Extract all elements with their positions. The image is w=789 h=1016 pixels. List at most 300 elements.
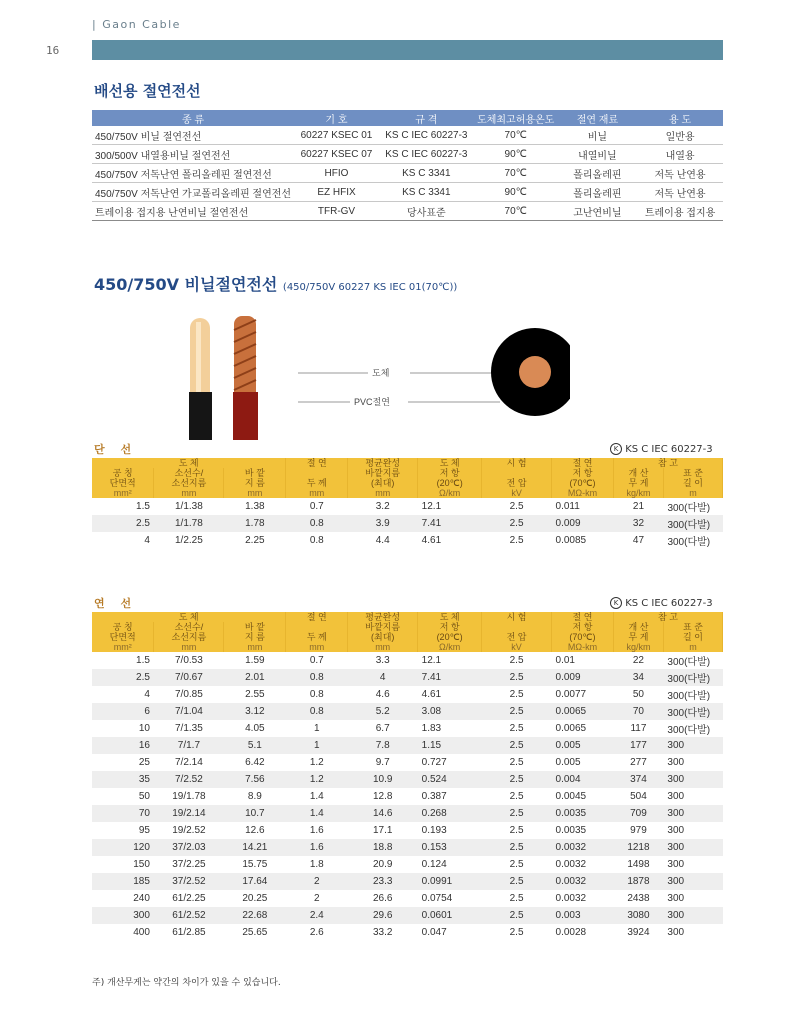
wire-types-cell: 450/750V 저독난연 가교폴리올레핀 절연전선: [92, 183, 294, 202]
spec-cell: 2.5: [482, 771, 552, 788]
spec-cell: 300: [667, 791, 685, 802]
spec-header-group-row: [92, 458, 723, 468]
spec-unit-cell: kg/km: [613, 488, 663, 498]
spec-cell: 0.124: [421, 859, 447, 870]
spec-row: [92, 515, 723, 532]
spec-cell: 300: [667, 893, 685, 904]
wire-types-row: [92, 126, 723, 145]
spec-header-cell: 소선지름: [154, 478, 224, 488]
spec-unit-cell: m: [663, 488, 722, 498]
spec-cell: 15.75: [242, 859, 268, 870]
spec-cell: 0.8: [286, 515, 348, 532]
spec-group-header: 절 연: [286, 612, 348, 622]
spec-cell: 20.9: [372, 859, 393, 870]
spec-cell: 17.1: [372, 825, 393, 836]
spec-cell: 300(다발): [667, 691, 711, 702]
spec-header-row: [92, 478, 723, 488]
spec-header-cell: 소선지름: [154, 632, 224, 642]
spec-header-cell: 저 항: [418, 622, 482, 632]
spec-cell: 0.011: [555, 501, 580, 512]
spec-group-header: 참 고: [613, 458, 722, 468]
spec-header-cell: (20℃): [418, 478, 482, 488]
spec-cell: 300(다발): [663, 669, 722, 686]
spec-group-header: 절 연: [552, 458, 614, 468]
spec-group-header: 절 연: [286, 458, 348, 468]
spec-header-cell: 두 께: [286, 632, 348, 642]
spec-cell: 2.5: [509, 757, 524, 768]
spec-cell: 1.2: [286, 771, 348, 788]
spec-cell: 4: [348, 669, 418, 686]
spec-row: [92, 703, 723, 720]
spec-cell: 61/2.25: [172, 893, 206, 904]
spec-unit-cell: mm: [224, 642, 286, 652]
spec-cell: 7/1.04: [154, 703, 224, 720]
spec-unit-cell: MΩ-km: [552, 488, 614, 498]
spec-cell: 709: [613, 805, 663, 822]
spec-header-cell: 표 준: [663, 468, 722, 478]
spec-unit-cell: Ω/km: [418, 642, 482, 652]
spec-cell: 6.42: [245, 757, 265, 768]
spec-cell: 17.64: [224, 873, 286, 890]
spec-cell: 0.0065: [555, 723, 587, 734]
spec-cell: 0.0065: [552, 703, 614, 720]
wire-types-cell: HFIO: [294, 164, 379, 183]
spec-cell: 1.4: [286, 805, 348, 822]
spec-header-cell: 저 항: [552, 622, 614, 632]
spec-cell: 37/2.03: [154, 839, 224, 856]
spec-header-cell: 단면적: [92, 632, 154, 642]
wire-types-column-header: 규 격: [379, 110, 474, 126]
stranded-section-label: 연 선: [94, 597, 138, 610]
spec-unit-row: [92, 488, 723, 498]
spec-row: [92, 805, 723, 822]
spec-cell: 22.68: [224, 907, 286, 924]
wire-types-cell: 300/500V 내열용비닐 절연전선: [92, 145, 294, 164]
spec-cell: 2.5: [482, 805, 552, 822]
spec-unit-cell: mm: [348, 642, 418, 652]
spec-cell: 300(다발): [667, 537, 711, 548]
spec-cell: 1.15: [418, 737, 482, 754]
spec-cell: 12.6: [245, 825, 265, 836]
wire-types-column-header: 종 류: [92, 110, 294, 126]
spec-cell: 4.61: [421, 689, 442, 700]
spec-header-cell: 개 산: [613, 468, 663, 478]
spec-unit-cell: mm²: [92, 642, 154, 652]
spec-row: [92, 686, 723, 703]
spec-cell: 2.5: [509, 501, 524, 512]
spec-cell: 1: [313, 723, 320, 734]
spec-header-cell: [286, 622, 348, 632]
spec-cell: 1218: [613, 839, 663, 856]
spec-group-header: 평균완성: [348, 458, 418, 468]
spec-cell: 0.0032: [555, 859, 587, 870]
spec-unit-cell: mm: [286, 488, 348, 498]
spec-cell: 12.1: [421, 501, 442, 512]
spec-cell: 22: [632, 655, 644, 666]
spec-cell: 4.05: [245, 723, 265, 734]
spec-cell: 300(다발): [663, 515, 722, 532]
spec-row: [92, 839, 723, 856]
spec-cell: 2.5: [509, 655, 524, 666]
spec-cell: 4: [144, 689, 150, 700]
spec-cell: 1/1.38: [175, 501, 203, 512]
spec-header-cell: 전 압: [482, 478, 552, 488]
ks-mark-icon: K: [610, 597, 622, 609]
spec-row: [92, 754, 723, 771]
conductor-label: 도체: [372, 368, 390, 378]
spec-header-cell: (최대): [348, 632, 418, 642]
spec-cell: 300(다발): [667, 657, 711, 668]
pvc-subtitle: (450/750V 60227 KS IEC 01(70℃)): [282, 282, 458, 293]
spec-cell: 7.8: [348, 737, 418, 754]
spec-cell: 4: [144, 535, 150, 546]
spec-row: [92, 788, 723, 805]
spec-unit-cell: mm²: [92, 488, 154, 498]
spec-cell: 0.0077: [555, 689, 587, 700]
spec-row: [92, 737, 723, 754]
spec-cell: 0.0085: [555, 535, 587, 546]
spec-cell: 7.41: [418, 669, 482, 686]
spec-cell: 2.01: [224, 669, 286, 686]
spec-header-cell: 길 이: [663, 632, 722, 642]
spec-header-cell: 소선수/: [154, 468, 224, 478]
spec-cell: 0.004: [552, 771, 614, 788]
spec-cell: 18.8: [348, 839, 418, 856]
spec-cell: 25: [138, 757, 150, 768]
spec-cell: 1.8: [309, 859, 324, 870]
spec-unit-cell: mm: [224, 488, 286, 498]
spec-cell: 34: [613, 669, 663, 686]
spec-row: [92, 720, 723, 737]
spec-cell: 400: [133, 927, 150, 938]
wire-types-cell: EZ HFIX: [294, 183, 379, 202]
spec-unit-cell: kg/km: [613, 642, 663, 652]
spec-cell: 2.6: [309, 927, 324, 938]
spec-cell: 0.0991: [418, 873, 482, 890]
spec-header-cell: 저 항: [418, 468, 482, 478]
spec-header-cell: 길 이: [663, 478, 722, 488]
spec-group-header: 참 고: [613, 612, 722, 622]
spec-cell: 2.5: [509, 791, 524, 802]
spec-cell: 1.59: [245, 655, 265, 666]
spec-cell: 2438: [627, 893, 650, 904]
spec-cell: 2.5: [482, 669, 552, 686]
spec-row: [92, 873, 723, 890]
spec-group-header: 평균완성: [348, 612, 418, 622]
spec-cell: 2.5: [92, 669, 154, 686]
wire-types-cell: 일반용: [637, 126, 723, 145]
spec-cell: 0.268: [418, 805, 482, 822]
spec-cell: 3.12: [224, 703, 286, 720]
spec-cell: 300: [667, 757, 685, 768]
spec-cell: 1.6: [286, 839, 348, 856]
spec-header-cell: (20℃): [418, 632, 482, 642]
spec-cell: 1/1.78: [154, 515, 224, 532]
spec-cell: 2.5: [509, 893, 524, 904]
spec-cell: 10.9: [348, 771, 418, 788]
spec-cell: 0.524: [418, 771, 482, 788]
spec-cell: 300: [667, 859, 685, 870]
spec-row: [92, 907, 723, 924]
spec-cell: 2: [286, 873, 348, 890]
wire-types-cell: 60227 KSEC 01: [294, 126, 379, 145]
spec-cell: 0.0032: [555, 893, 587, 904]
spec-cell: 19/2.14: [154, 805, 224, 822]
spec-unit-row: [92, 642, 723, 652]
spec-cell: 177: [613, 737, 663, 754]
spec-cell: 32: [613, 515, 663, 532]
spec-cell: 14.6: [348, 805, 418, 822]
spec-cell: 37/2.25: [172, 859, 206, 870]
spec-cell: 0.0045: [555, 791, 587, 802]
spec-cell: 300: [663, 839, 722, 856]
spec-cell: 5.1: [224, 737, 286, 754]
spec-cell: 1498: [627, 859, 650, 870]
solid-spec-table: [92, 458, 723, 549]
wire-types-cell: KS C IEC 60227-3: [379, 145, 474, 164]
wire-types-cell: KS C IEC 60227-3: [379, 126, 474, 145]
spec-cell: 0.387: [421, 791, 447, 802]
spec-cell: 21: [632, 501, 645, 512]
spec-header-cell: 공 칭: [92, 622, 154, 632]
spec-cell: 12.8: [372, 791, 393, 802]
spec-cell: 7/2.14: [175, 757, 203, 768]
spec-unit-cell: mm: [154, 488, 224, 498]
spec-header-cell: 지 름: [224, 478, 286, 488]
spec-cell: 47: [632, 535, 645, 546]
spec-group-header: 시 험: [482, 458, 552, 468]
spec-header-cell: 바 깥: [224, 622, 286, 632]
spec-cell: 3.08: [418, 703, 482, 720]
spec-cell: 1878: [613, 873, 663, 890]
spec-header-cell: [482, 622, 552, 632]
spec-cell: 37/2.52: [154, 873, 224, 890]
stranded-conductor: [234, 316, 256, 402]
brand-label: | Gaon Cable: [92, 18, 181, 31]
spec-cell: 6.7: [375, 723, 390, 734]
spec-cell: 7/0.67: [154, 669, 224, 686]
spec-cell: 1.38: [245, 501, 265, 512]
spec-cell: 26.6: [372, 893, 393, 904]
spec-header-cell: 두 께: [286, 478, 348, 488]
spec-cell: 0.727: [421, 757, 447, 768]
spec-unit-cell: MΩ-km: [552, 642, 614, 652]
spec-cell: 7.56: [224, 771, 286, 788]
spec-cell: 1.6: [309, 825, 324, 836]
spec-cell: 2.5: [482, 907, 552, 924]
wire-types-cell: KS C 3341: [379, 183, 474, 202]
spec-header-row: [92, 468, 723, 478]
cross-section-conductor: [519, 356, 551, 388]
spec-cell: 0.0035: [555, 825, 587, 836]
wire-types-column-header: 도체최고허용온도: [474, 110, 558, 126]
spec-cell: 95: [138, 825, 150, 836]
spec-cell: 300: [663, 771, 722, 788]
spec-cell: 277: [630, 757, 647, 768]
solid-sheath: [189, 392, 212, 440]
spec-unit-cell: mm: [348, 488, 418, 498]
spec-unit-cell: m: [663, 642, 722, 652]
wire-types-table: [92, 110, 723, 221]
spec-cell: 1.83: [421, 723, 442, 734]
stranded-sheath: [233, 392, 258, 440]
spec-cell: 2.5: [509, 825, 524, 836]
spec-cell: 2.25: [245, 535, 265, 546]
spec-cell: 16: [92, 737, 154, 754]
wire-types-row: [92, 164, 723, 183]
spec-unit-cell: mm: [154, 642, 224, 652]
spec-cell: 2.4: [286, 907, 348, 924]
spec-cell: 300: [667, 927, 685, 938]
spec-cell: 0.0601: [418, 907, 482, 924]
spec-header-row: [92, 622, 723, 632]
solid-standard: [610, 443, 713, 455]
spec-cell: 0.193: [421, 825, 447, 836]
wire-types-row: [92, 183, 723, 202]
wire-types-cell: 내열용: [637, 145, 723, 164]
wire-types-cell: 내열비닐: [558, 145, 637, 164]
spec-cell: 0.003: [552, 907, 614, 924]
spec-header-cell: 바깥지름: [348, 468, 418, 478]
pvc-title: 450/750V 비닐절연전선: [94, 275, 278, 294]
spec-group-header: 도 체: [418, 612, 482, 622]
spec-cell: 4.61: [421, 535, 442, 546]
spec-group-header: 도 체: [418, 458, 482, 468]
insulation-label: PVC절연: [354, 397, 390, 407]
spec-header-cell: (70℃): [552, 478, 614, 488]
spec-unit-cell: kV: [482, 488, 552, 498]
spec-cell: 3.9: [348, 515, 418, 532]
spec-cell: 0.0035: [552, 805, 614, 822]
spec-cell: 150: [133, 859, 150, 870]
spec-cell: 0.0028: [555, 927, 587, 938]
spec-cell: 979: [630, 825, 647, 836]
spec-cell: 50: [138, 791, 150, 802]
spec-row: [92, 669, 723, 686]
spec-cell: 25.65: [242, 927, 268, 938]
spec-header-cell: 무 게: [613, 478, 663, 488]
wire-types-cell: 비닐: [558, 126, 637, 145]
spec-row: [92, 652, 723, 669]
spec-cell: 5.2: [348, 703, 418, 720]
spec-unit-cell: mm: [286, 642, 348, 652]
stranded-spec-table: [92, 612, 723, 941]
wire-types-row: [92, 202, 723, 221]
solid-conductor-highlight: [196, 322, 201, 402]
spec-cell: 4.6: [375, 689, 390, 700]
wire-types-cell: KS C 3341: [379, 164, 474, 183]
spec-cell: 2: [313, 893, 320, 904]
spec-cell: 0.047: [421, 927, 447, 938]
spec-cell: 2.5: [482, 839, 552, 856]
spec-cell: 2.5: [482, 515, 552, 532]
spec-cell: 185: [92, 873, 154, 890]
spec-cell: 0.8: [309, 535, 324, 546]
spec-cell: 0.8: [286, 669, 348, 686]
spec-cell: 6: [92, 703, 154, 720]
spec-cell: 300(다발): [663, 703, 722, 720]
spec-cell: 1.78: [224, 515, 286, 532]
spec-cell: 300: [663, 737, 722, 754]
spec-cell: 1.5: [136, 501, 150, 512]
spec-cell: 0.005: [552, 737, 614, 754]
spec-header-cell: 표 준: [663, 622, 722, 632]
spec-cell: 19/1.78: [172, 791, 206, 802]
spec-cell: 7.41: [418, 515, 482, 532]
spec-cell: 0.01: [555, 655, 575, 666]
stranded-standard-text: KS C IEC 60227-3: [625, 598, 713, 609]
spec-cell: 12.1: [421, 655, 442, 666]
spec-unit-cell: kV: [482, 642, 552, 652]
spec-cell: 61/2.52: [154, 907, 224, 924]
spec-unit-cell: Ω/km: [418, 488, 482, 498]
spec-cell: 2.5: [509, 723, 524, 734]
spec-cell: 14.21: [224, 839, 286, 856]
spec-cell: 0.7: [309, 655, 324, 666]
spec-cell: 19/2.52: [172, 825, 206, 836]
spec-cell: 0.0754: [421, 893, 453, 904]
spec-cell: 7/0.85: [175, 689, 203, 700]
wire-types-column-header: 용 도: [637, 110, 723, 126]
spec-cell: 7/2.52: [154, 771, 224, 788]
wire-types-cell: 70℃: [474, 164, 558, 183]
spec-cell: 3.3: [375, 655, 390, 666]
spec-row: [92, 856, 723, 873]
spec-cell: 0.8: [286, 703, 348, 720]
spec-cell: 2.5: [509, 535, 524, 546]
spec-cell: 0.8: [309, 689, 324, 700]
spec-cell: 33.2: [372, 927, 393, 938]
stranded-standard: [610, 597, 713, 609]
spec-cell: 300(다발): [667, 503, 711, 514]
spec-cell: 0.153: [418, 839, 482, 856]
spec-header-cell: 바깥지름: [348, 622, 418, 632]
spec-row: [92, 924, 723, 941]
spec-cell: 61/2.85: [172, 927, 206, 938]
wire-types-column-header: 기 호: [294, 110, 379, 126]
spec-cell: 0.005: [555, 757, 581, 768]
wire-types-cell: 70℃: [474, 202, 558, 221]
spec-header-cell: 단면적: [92, 478, 154, 488]
spec-cell: 3080: [613, 907, 663, 924]
spec-row: [92, 771, 723, 788]
spec-cell: 240: [133, 893, 150, 904]
spec-cell: 2.5: [509, 927, 524, 938]
spec-group-header: 절 연: [552, 612, 614, 622]
spec-cell: 300(다발): [667, 725, 711, 736]
spec-group-header: 시 험: [482, 612, 552, 622]
spec-header-cell: 전 압: [482, 632, 552, 642]
solid-section-label: 단 선: [94, 443, 138, 456]
spec-row: [92, 532, 723, 549]
spec-header-row: [92, 632, 723, 642]
wire-types-cell: 90℃: [474, 183, 558, 202]
spec-cell: 374: [613, 771, 663, 788]
spec-cell: 0.7: [309, 501, 324, 512]
wire-types-cell: 90℃: [474, 145, 558, 164]
wire-types-cell: 트레이용 접지용 난연비닐 절연전선: [92, 202, 294, 221]
spec-cell: 1.4: [309, 791, 324, 802]
spec-cell: 504: [630, 791, 647, 802]
spec-header-cell: 지 름: [224, 632, 286, 642]
wire-types-cell: 폴리올레핀: [558, 164, 637, 183]
wire-types-cell: 70℃: [474, 126, 558, 145]
spec-cell: 3924: [627, 927, 650, 938]
spec-cell: 0.009: [552, 515, 614, 532]
spec-row: [92, 822, 723, 839]
spec-cell: 8.9: [247, 791, 262, 802]
wire-types-column-header: 절연 재료: [558, 110, 637, 126]
